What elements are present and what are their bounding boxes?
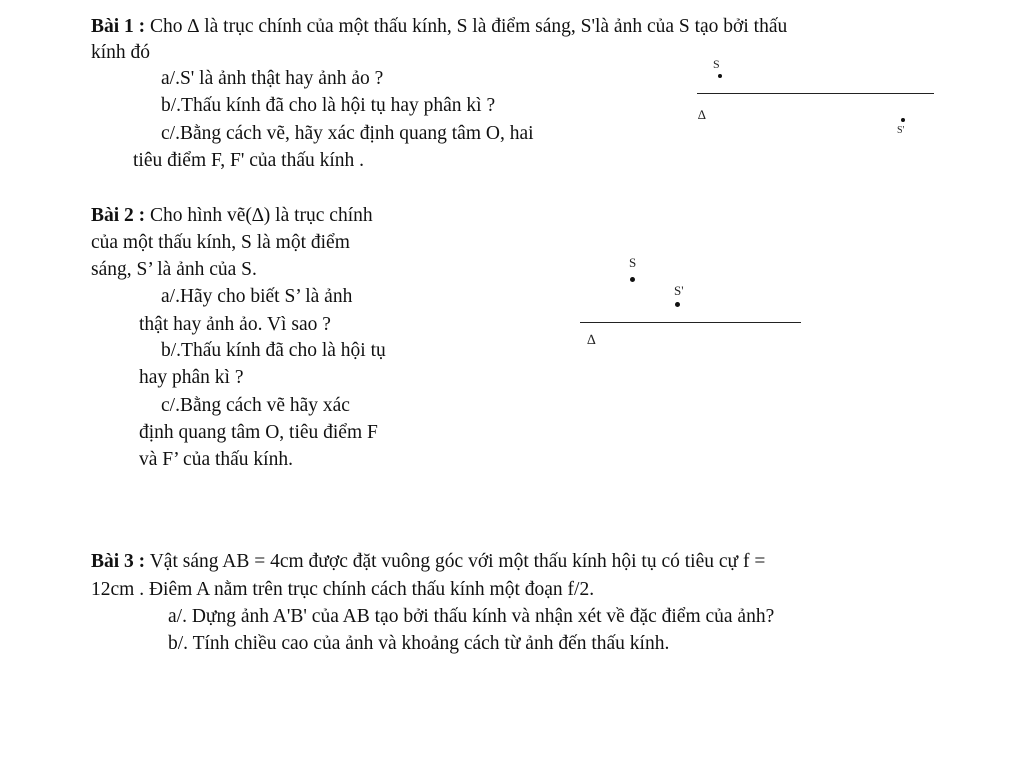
bai2-text-3: sáng, S’ là ảnh của S. <box>91 259 257 280</box>
bai1-point-s-image-label: S' <box>897 125 905 136</box>
bai1-question-c-2: tiêu điểm F, F' của thấu kính . <box>133 150 365 171</box>
bai2-point-s-label: S <box>629 255 637 270</box>
bai2-question-a-2: thật hay ảnh ảo. Vì sao ? <box>139 314 331 335</box>
bai3-line-1 <box>91 552 765 572</box>
bai2-principal-axis <box>580 322 801 323</box>
bai2-heading: Bài 2 : <box>91 205 146 226</box>
bai2-axis-label: ∆ <box>587 333 596 348</box>
bai3-heading: Bài 3 : <box>91 551 146 572</box>
bai1-point-s-image <box>901 118 905 122</box>
bai3-text-1: Vật sáng AB = 4cm được đặt vuông góc với một thấu kính hội tụ có tiêu cự f = <box>149 551 766 572</box>
bai1-principal-axis <box>697 93 934 94</box>
bai1-intro-2: kính đó <box>91 42 151 63</box>
bai1-point-s-label: S <box>713 57 720 71</box>
bai3-text-2: 12cm . Điêm A nằm trên trục chính cách thấu kính một đoạn f/2. <box>91 579 595 600</box>
bai1-axis-label: ∆ <box>698 107 706 122</box>
bai1-heading: Bài 1 : <box>91 16 146 37</box>
bai2-question-c-3: và F’ của thấu kính. <box>139 449 293 470</box>
bai2-line-1 <box>91 206 373 226</box>
bai2-question-a-1: a/.Hãy cho biết S’ là ảnh <box>161 286 353 307</box>
bai2-point-s-image <box>675 302 680 307</box>
bai2-question-c-2: định quang tâm O, tiêu điểm F <box>139 422 378 443</box>
bai1-line-1 <box>91 17 787 37</box>
bai2-question-b-2: hay phân kì ? <box>139 367 244 388</box>
bai1-question-a: a/.S' là ảnh thật hay ảnh ảo ? <box>161 68 384 89</box>
bai3-question-b: b/. Tính chiều cao của ảnh và khoảng cách từ ảnh đến thấu kính. <box>168 633 670 654</box>
bai2-text-1: Cho hình vẽ(∆) là trục chính <box>150 205 373 226</box>
bai2-question-c-1: c/.Bằng cách vẽ hãy xác <box>161 395 350 416</box>
bai2-text-2: của một thấu kính, S là một điểm <box>91 232 350 253</box>
bai1-question-c-1: c/.Bằng cách vẽ, hãy xác định quang tâm O, hai <box>161 123 534 144</box>
bai1-question-b: b/.Thấu kính đã cho là hội tụ hay phân kì ? <box>161 95 496 116</box>
bai2-question-b-1: b/.Thấu kính đã cho là hội tụ <box>161 340 386 361</box>
bai3-question-a: a/. Dựng ảnh A'B' của AB tạo bởi thấu kính và nhận xét về đặc điểm của ảnh? <box>168 606 775 627</box>
bai2-point-s <box>630 277 635 282</box>
bai1-point-s <box>718 74 722 78</box>
bai1-intro-1: Cho ∆ là trục chính của một thấu kính, S là điểm sáng, S'là ảnh của S tạo bởi thấu <box>150 16 788 37</box>
bai2-point-s-image-label: S' <box>674 283 684 298</box>
